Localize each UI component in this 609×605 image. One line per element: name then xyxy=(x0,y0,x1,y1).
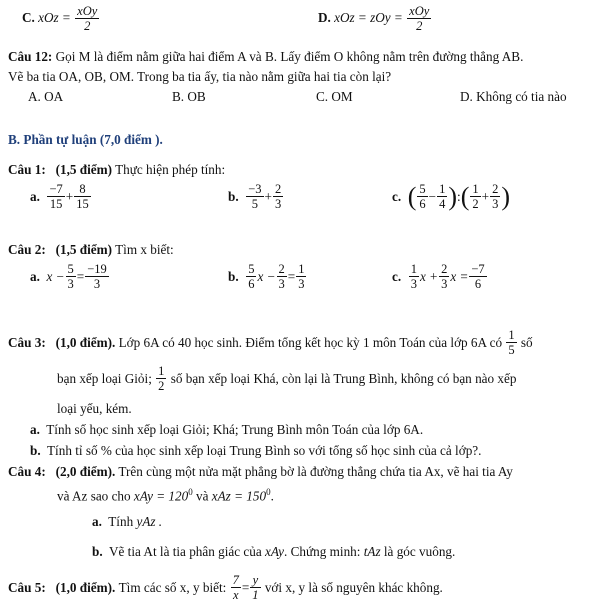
section-b-heading: B. Phần tự luận (7,0 điểm ). xyxy=(8,132,163,147)
c5-line: Câu 5: (1,0 điểm). Tìm các số x, y biết: $\frac{7}{x}$ = $\frac{y}{1}$ với x, y là số nguyên khác không. xyxy=(8,573,443,603)
q12-line-1: Câu 12: Gọi M là điểm nằm giữa hai điểm A và B. Lấy điểm O không nằm trên đường thẳng AB. xyxy=(8,49,524,64)
c4-line-1: Câu 4: (2,0 điểm). Trên cùng một nửa mặt phẳng bờ là đường thẳng chứa tia Ax, vẽ hai tia Ay xyxy=(8,464,513,479)
q12-line-2: Vẽ ba tia OA, OB, OM. Trong ba tia ấy, tia nào nằm giữa hai tia còn lại? xyxy=(8,69,392,84)
c3-b: b. Tính tỉ số % của học sinh xếp loại Trung Bình so với tổng số học sinh của cả lớp?. xyxy=(30,443,482,458)
q11-option-c: C. xOz = $\frac{\text{xOy}}{2}$ xyxy=(22,4,98,34)
c2-b: b. $\frac{5}{6}$ x − $\frac{2}{3}$ = $\frac{1}{3}$ xyxy=(228,262,305,292)
c2-heading: Câu 2: (1,5 điểm) Tìm x biết: xyxy=(8,242,174,257)
c3-line-2: bạn xếp loại Giỏi; $\frac{1}{2}$ số bạn xếp loại Khá, còn lại là Trung Bình, không có bạn nào xếp xyxy=(57,364,517,394)
c1-a: a. $\frac{-7}{15}$ + $\frac{8}{15}$ xyxy=(30,182,89,212)
c4-b: b. Vẽ tia At là tia phân giác của xAy. Chứng minh: tAz là góc vuông. xyxy=(92,544,456,559)
q12-option-c: C. OM xyxy=(316,89,353,104)
c3-line-3: loại yếu, kém. xyxy=(57,401,132,416)
q11-option-d: D. xOz = zOy = $\frac{\text{xOy}}{2}$ xyxy=(318,4,430,34)
c1-c: c. ( $\frac{5}{6}$ − $\frac{1}{4}$ ):( $\frac{1}{2}$ + $\frac{2}{3}$ ) xyxy=(392,181,510,212)
c3-a: a. Tính số học sinh xếp loại Giỏi; Khá; Trung Bình môn Toán của lớp 6A. xyxy=(30,422,424,437)
q12-option-d: D. Không có tia nào xyxy=(460,89,567,104)
c1-b: b. $\frac{-3}{5}$ + $\frac{2}{3}$ xyxy=(228,182,282,212)
c1-heading: Câu 1: (1,5 điểm) Thực hiện phép tính: xyxy=(8,162,226,177)
fraction: $\frac{\text{xOy}}{2}$ xyxy=(77,4,98,34)
q12-option-a: A. OA xyxy=(28,89,64,104)
q12-option-b: B. OB xyxy=(172,89,206,104)
c4-line-2: và Az sao cho xAy = $120^0$ và xAz = $150^0$. xyxy=(57,487,274,504)
c2-a: a. x − $\frac{5}{3}$ = $\frac{-19}{3}$ xyxy=(30,262,107,292)
c3-line-1: Câu 3: (1,0 điểm). Lớp 6A có 40 học sinh. Điểm tổng kết học kỳ 1 môn Toán của lớp 6A có $\frac{1}{5}$ số xyxy=(8,328,533,358)
c4-a: a. Tính yAz . xyxy=(92,514,163,529)
c2-c: c. $\frac{1}{3}$ x + $\frac{2}{3}$ x = $\frac{-7}{6}$ xyxy=(392,262,485,292)
fraction: $\frac{\text{xOy}}{2}$ xyxy=(409,4,430,34)
